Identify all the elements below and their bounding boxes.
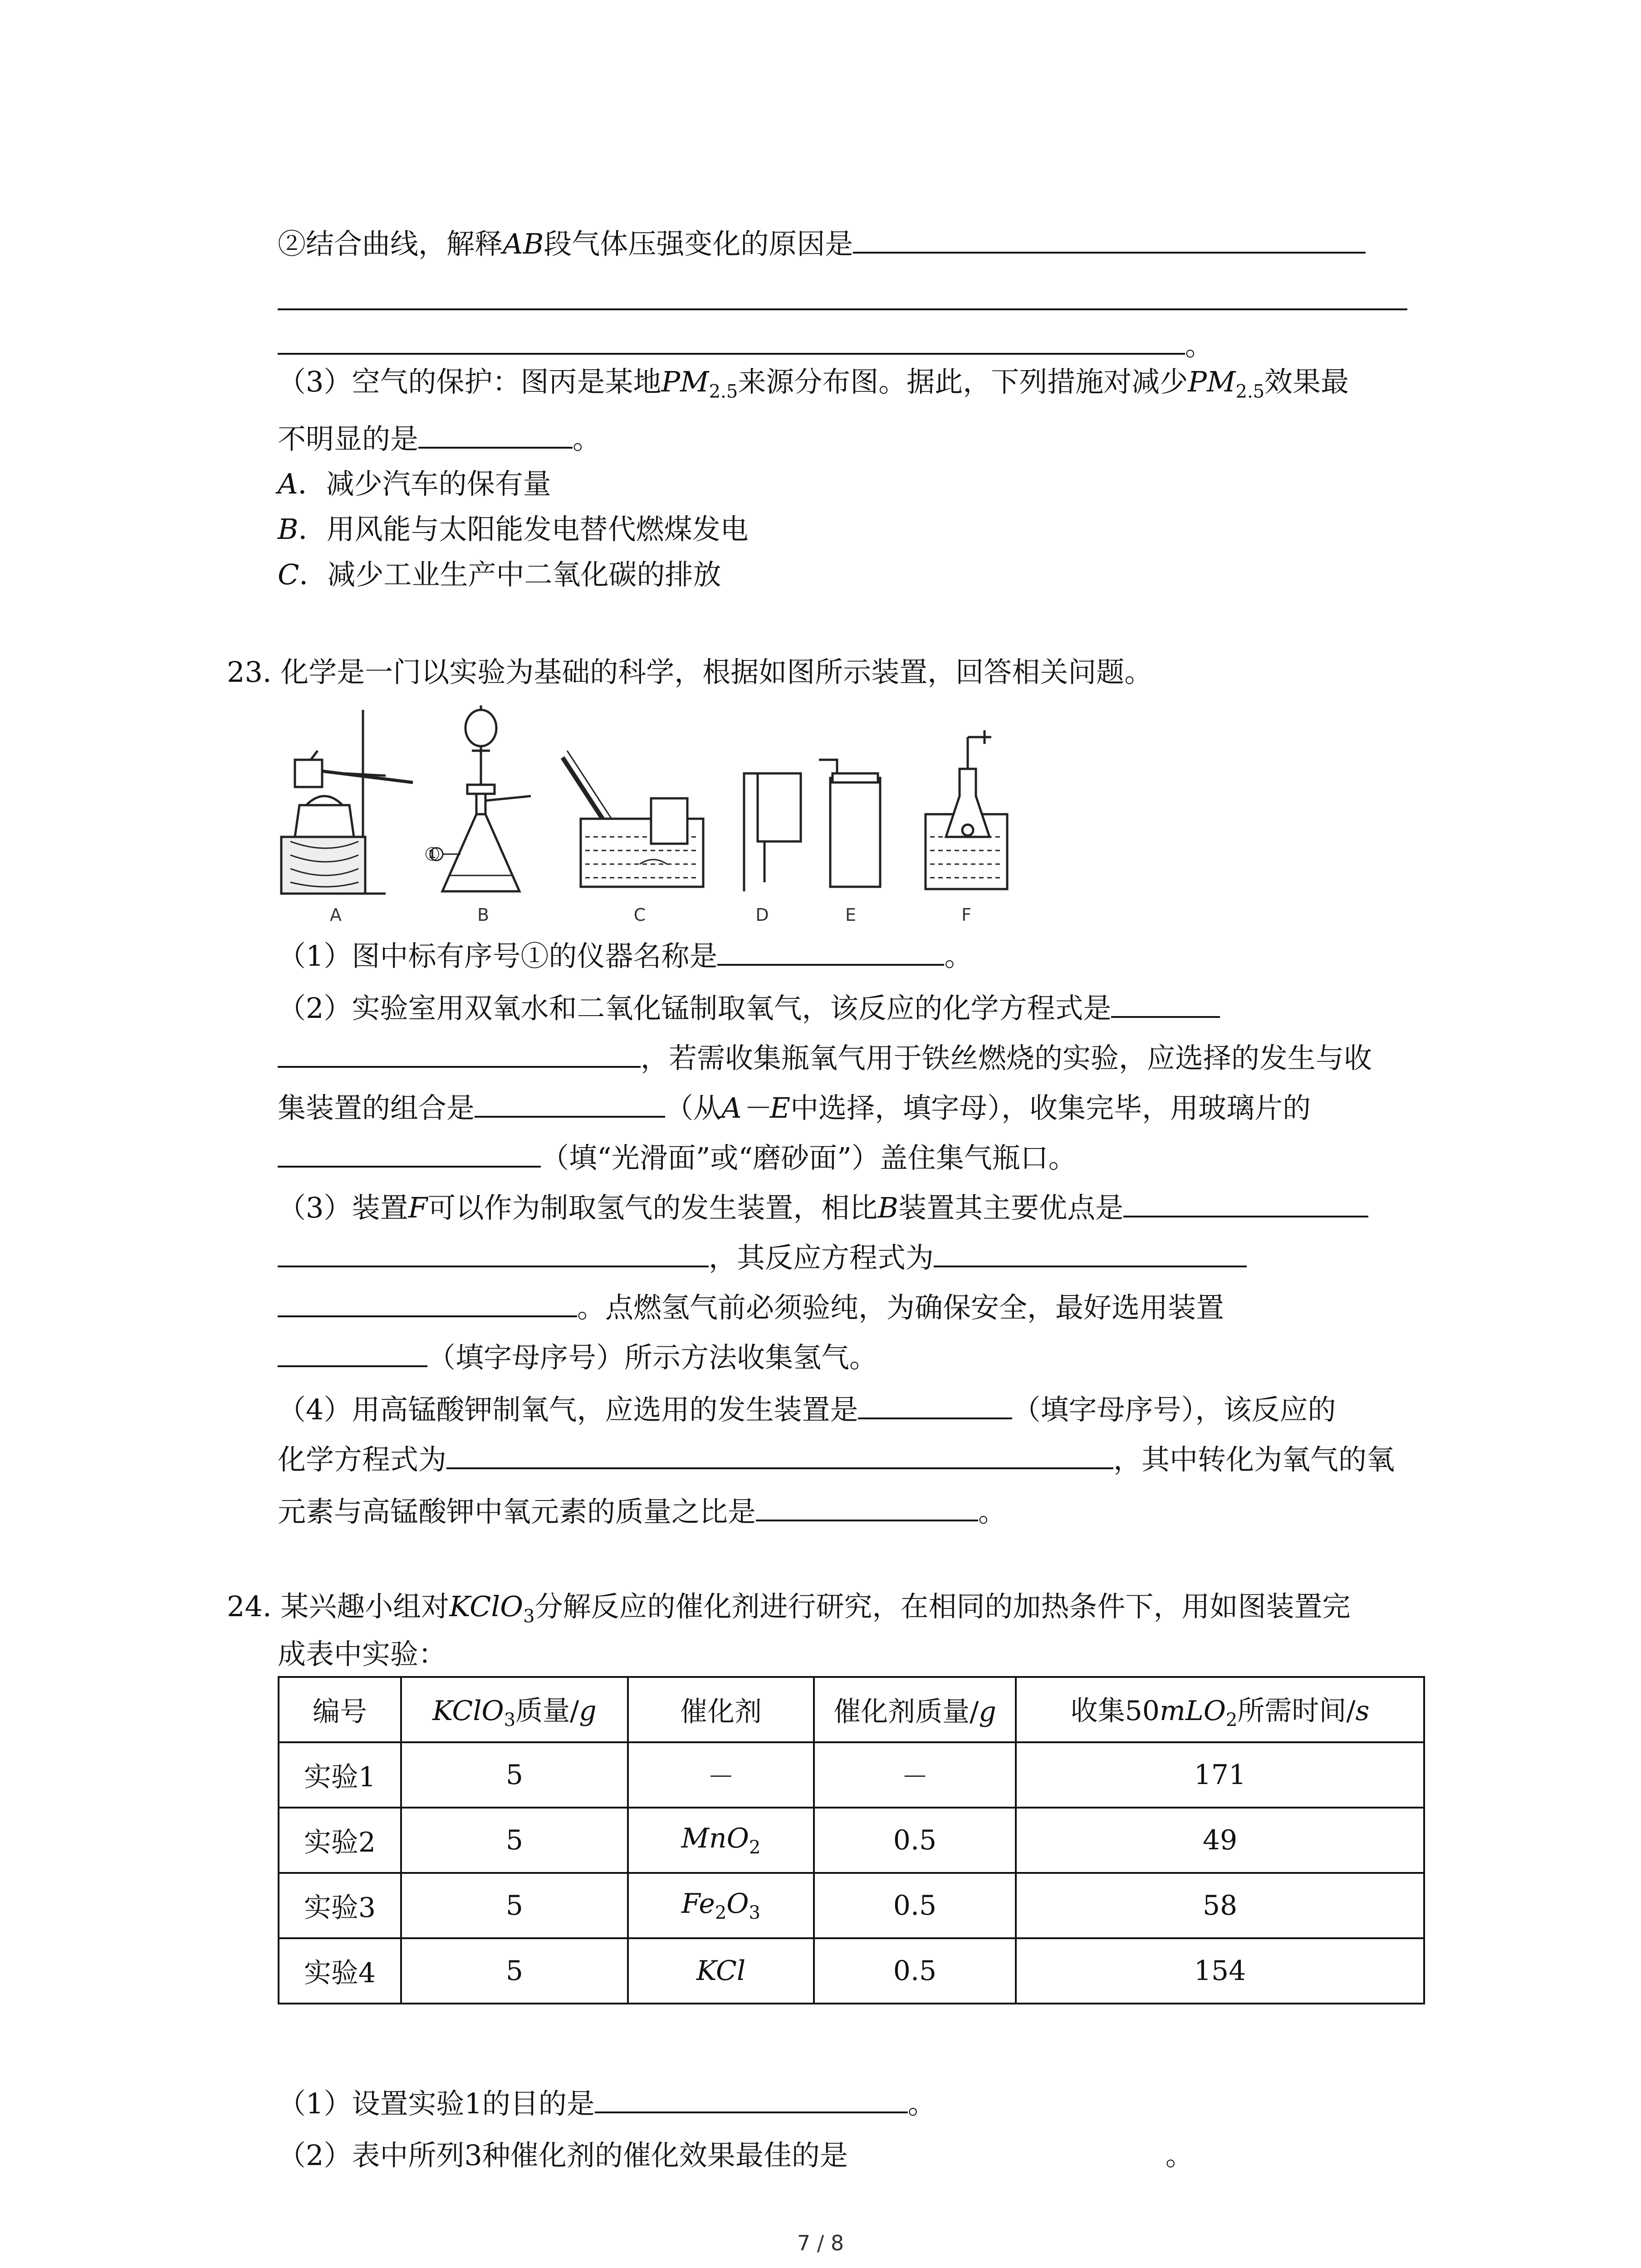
q23-part3-line1: （3）装置F可以作为制取氢气的发生装置，相比B装置其主要优点是 [278, 1188, 1368, 1227]
answer-blank[interactable] [475, 1089, 665, 1118]
answer-blank[interactable] [278, 1139, 541, 1168]
header-kclo3-mass: KClO$_3$质量/g [401, 1677, 628, 1742]
experiment-table [278, 1676, 1425, 2004]
answer-blank[interactable] [418, 420, 573, 449]
answer-blank[interactable] [1123, 1188, 1368, 1217]
apparatus-f-icon [926, 730, 1007, 889]
table-row: 实验3 5 $Fe_2O_3$ 0.5 58 [279, 1873, 1424, 1938]
page-number: 7 / 8 [797, 2231, 844, 2255]
apparatus-a-icon [281, 710, 413, 894]
answer-blank[interactable] [934, 1238, 1247, 1267]
q24-part2: （2）表中所列3种催化剂的催化效果最佳的是 。 [278, 2139, 1194, 2172]
q22-option-a[interactable]: A．减少汽车的保有量 [278, 467, 551, 500]
apparatus-label-f: F [961, 905, 971, 925]
answer-blank[interactable] [858, 1390, 1012, 1419]
answer-blank[interactable] [1111, 989, 1220, 1018]
q23-part4-line1: （4）用高锰酸钾制氧气，应选用的发生装置是 （填字母序号），该反应的 [278, 1390, 1336, 1429]
apparatus-figure [277, 701, 1057, 928]
apparatus-label-a: A [330, 905, 342, 925]
q23-part4-line2: 化学方程式为 ，其中转化为氧气的氧 [278, 1440, 1395, 1479]
circle-one-label: ① [424, 844, 441, 865]
answer-blank[interactable] [278, 1238, 709, 1267]
table-header-row [279, 1677, 1424, 1742]
q23-part3-line3: 。点燃氢气前必须验纯，为确保安全，最好选用装置 [278, 1288, 1224, 1327]
answer-blank[interactable] [595, 2084, 908, 2113]
answer-line[interactable] [278, 353, 1185, 355]
q23-part3-line2: ，其反应方程式为 [278, 1238, 1247, 1277]
table-row: 实验1 5 － － 171 [279, 1742, 1424, 1808]
q22-period: 。 [1185, 329, 1214, 362]
answer-blank[interactable] [278, 1288, 577, 1317]
q24-stem-line1: 24. 某兴趣小组对KClO$_3$分解反应的催化剂进行研究，在相同的加热条件下，用如图装置完 [227, 1590, 1351, 1627]
answer-blank[interactable] [853, 225, 1366, 254]
q23-part3-line4: （填字母序号）所示方法收集氢气。 [278, 1338, 877, 1377]
table-row: 实验2 5 MnO$_2$ 0.5 49 [279, 1808, 1424, 1873]
apparatus-label-d: D [755, 905, 769, 925]
apparatus-e-icon [819, 760, 880, 887]
q23-part2-line2: ，若需收集瓶氧气用于铁丝燃烧的实验，应选择的发生与收 [278, 1039, 1372, 1077]
answer-blank[interactable] [446, 1440, 1113, 1469]
header-catalyst: 催化剂 [628, 1677, 814, 1742]
table-row: 实验4 5 KCl 0.5 154 [279, 1938, 1424, 2004]
q23-stem: 23. 化学是一门以实验为基础的科学，根据如图所示装置，回答相关问题。 [227, 655, 1153, 689]
apparatus-label-c: C [633, 905, 646, 925]
header-time: 收集50mLO$_2$所需时间/s [1016, 1677, 1424, 1742]
apparatus-label-e: E [845, 905, 857, 925]
apparatus-label-b: B [477, 905, 490, 925]
q22-option-b[interactable]: B．用风能与太阳能发电替代燃煤发电 [278, 513, 749, 546]
answer-blank[interactable] [756, 1492, 978, 1521]
answer-line[interactable] [278, 308, 1407, 310]
header-catalyst-mass: 催化剂质量/g [814, 1677, 1016, 1742]
q24-part1: （1）设置实验1的目的是 。 [278, 2084, 936, 2123]
apparatus-b-icon [430, 705, 531, 891]
header-id: 编号 [279, 1677, 401, 1742]
q23-part2-line4: （填“光滑面”或“磨砂面”）盖住集气瓶口。 [278, 1139, 1077, 1177]
q23-part2-line1: （2）实验室用双氧水和二氧化锰制取氧气，该反应的化学方程式是 [278, 989, 1220, 1027]
answer-blank[interactable] [278, 1039, 641, 1068]
q22-part3-line2: 不明显的是 。 [278, 420, 601, 458]
q23-part2-line3: 集装置的组合是 （从A－E中选择，填字母），收集完毕，用玻璃片的 [278, 1089, 1311, 1127]
q22-option-c[interactable]: C．减少工业生产中二氧化碳的排放 [278, 558, 721, 591]
q22-part2-line: ②结合曲线，解释AB段气体压强变化的原因是 [278, 225, 1366, 263]
apparatus-d-icon [744, 773, 801, 891]
apparatus-c-icon [563, 751, 703, 887]
answer-blank[interactable] [717, 937, 944, 966]
answer-blank[interactable] [278, 1338, 427, 1367]
q23-part1: （1）图中标有序号①的仪器名称是 。 [278, 937, 972, 975]
q24-stem-line2: 成表中实验： [278, 1637, 447, 1671]
q22-part3-line: （3）空气的保护：图丙是某地$PM_{2.5}$来源分布图。据此，下列措施对减少$PM_{2.5}$效果最 [278, 365, 1349, 402]
q23-part4-line3: 元素与高锰酸钾中氧元素的质量之比是 。 [278, 1492, 1006, 1531]
